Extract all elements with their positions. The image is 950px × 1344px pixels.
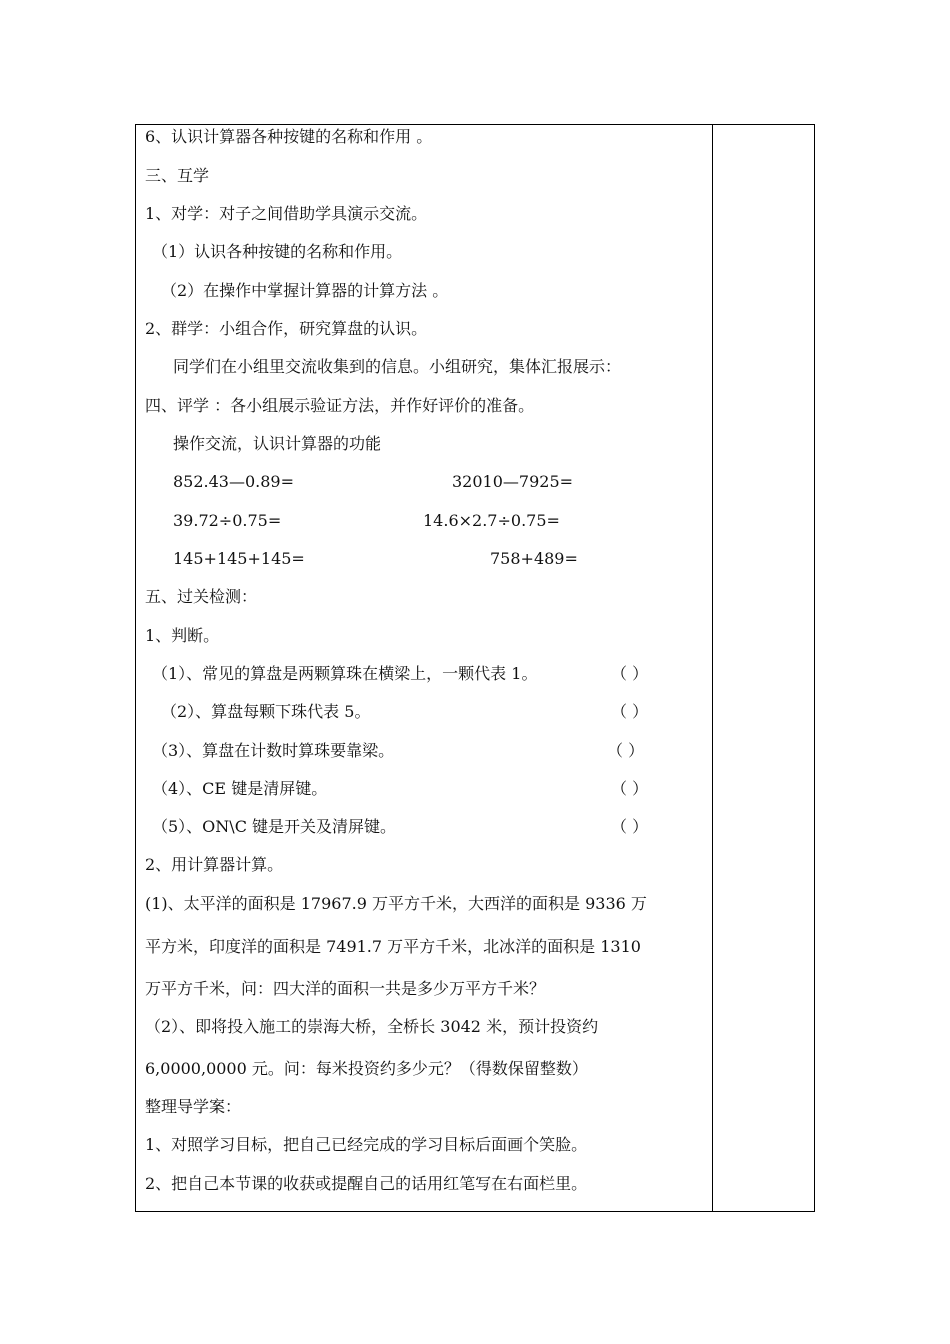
answer-parentheses: （ ） (611, 702, 649, 721)
calc-expression: 14.6×2.7÷0.75= (423, 511, 560, 530)
answer-parentheses: （ ） (611, 817, 649, 836)
answer-parentheses: （ ） (611, 664, 649, 683)
text-line: 操作交流，认识计算器的功能 (173, 434, 382, 453)
text-line: 2、把自己本节课的收获或提醒自己的话用红笔写在右面栏里。 (145, 1174, 588, 1193)
answer-parentheses: （ ） (611, 779, 649, 798)
text-line: 2、用计算器计算。 (145, 855, 284, 874)
calc-expression: 32010—7925= (452, 472, 574, 491)
judgement-item: （5）、ON\C 键是开关及清屏键。 (152, 817, 397, 836)
judgement-item: （2）、算盘每颗下珠代表 5。 (161, 702, 371, 721)
judgement-item: （1）、常见的算盘是两颗算珠在横梁上，一颗代表 1。 (152, 664, 538, 683)
text-line: 1、对学：对子之间借助学具演示交流。 (145, 204, 428, 223)
text-line: 1、对照学习目标，把自己已经完成的学习目标后面画个笑脸。 (145, 1135, 588, 1154)
column-divider (712, 124, 713, 1212)
word-problem: 平方米，印度洋的面积是 7491.7 万平方千米，北冰洋的面积是 1310 (145, 937, 641, 956)
judgement-item: （4）、CE 键是清屏键。 (152, 779, 328, 798)
calc-expression: 758+489= (490, 549, 578, 568)
calc-expression: 145+145+145= (173, 549, 305, 568)
word-problem: 万平方千米，问：四大洋的面积一共是多少万平方千米？ (145, 979, 546, 998)
calc-expression: 39.72÷0.75= (173, 511, 282, 530)
section-heading: 三、互学 (145, 166, 210, 185)
text-line: （1）认识各种按键的名称和作用。 (152, 242, 403, 261)
text-line: 2、群学：小组合作，研究算盘的认识。 (145, 319, 428, 338)
section-heading: 五、过关检测： (145, 587, 258, 606)
text-line: （2）在操作中掌握计算器的计算方法 。 (161, 281, 449, 300)
calc-expression: 852.43—0.89= (173, 472, 295, 491)
text-line: 6、认识计算器各种按键的名称和作用 。 (145, 127, 433, 146)
word-problem: （2）、即将投入施工的崇海大桥，全桥长 3042 米，预计投资约 (145, 1017, 599, 1036)
answer-parentheses: （ ） (607, 741, 645, 760)
judgement-item: （3）、算盘在计数时算珠要靠梁。 (152, 741, 395, 760)
word-problem: 6,0000,0000 元。问：每米投资约多少元？（得数保留整数） (145, 1059, 588, 1078)
text-line: 1、判断。 (145, 626, 220, 645)
section-heading: 整理导学案： (145, 1097, 242, 1116)
section-heading: 四、评学 ：各小组展示验证方法，并作好评价的准备。 (145, 396, 535, 415)
text-line: 同学们在小组里交流收集到的信息。小组研究，集体汇报展示： (173, 357, 622, 376)
word-problem: (1)、太平洋的面积是 17967.9 万平方千米，大西洋的面积是 9336 万 (145, 894, 647, 913)
